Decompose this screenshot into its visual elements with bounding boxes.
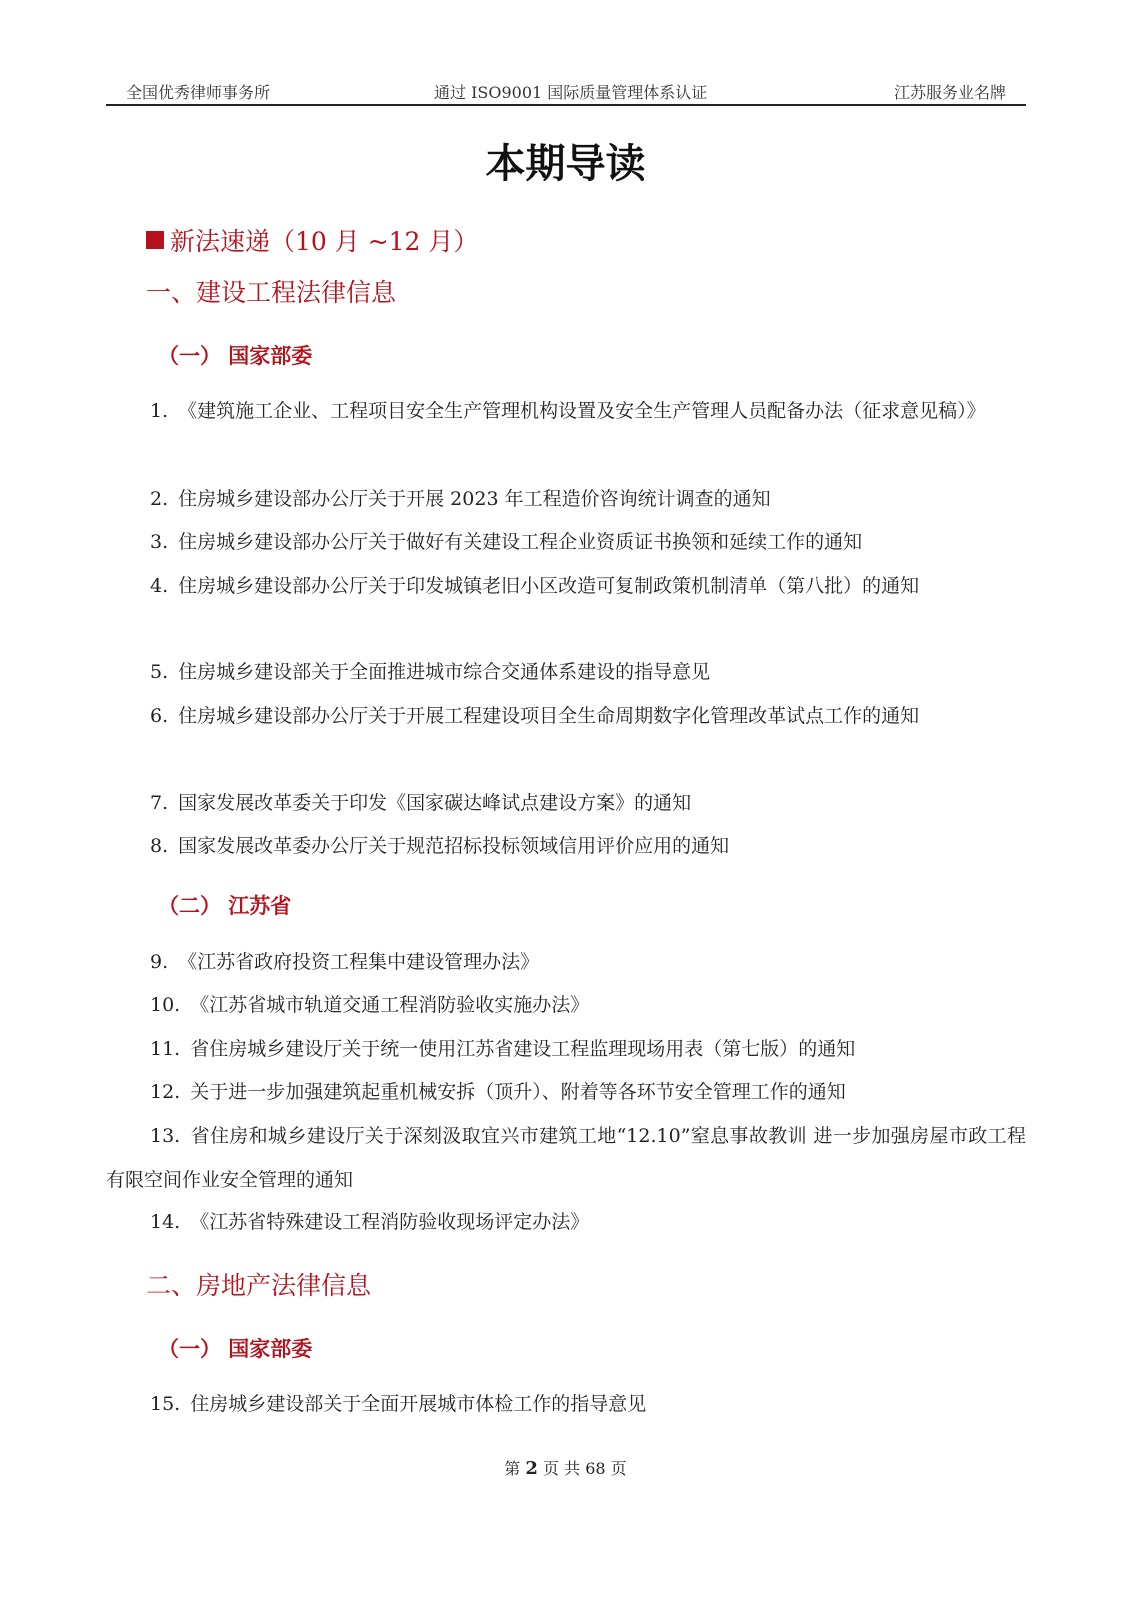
current-page-number: 2	[525, 1458, 538, 1479]
list-item: 4. 住房城乡建设部办公厅关于印发城镇老旧小区改造可复制政策机制清单（第八批）的通知	[150, 575, 920, 597]
list-item: 13. 省住房和城乡建设厅关于深刻汲取宜兴市建筑工地“12.10”窒息事故教训 进一步加强房屋市政工程有限空间作业安全管理的通知	[106, 1125, 1026, 1191]
list-item: 11. 省住房城乡建设厅关于统一使用江苏省建设工程监理现场用表（第七版）的通知	[150, 1038, 856, 1060]
part2-sub1-heading: （一） 国家部委	[158, 1336, 313, 1361]
list-item: 5. 住房城乡建设部关于全面推进城市综合交通体系建设的指导意见	[150, 661, 711, 683]
list-item: 10. 《江苏省城市轨道交通工程消防验收实施办法》	[150, 994, 590, 1016]
header-right-text: 江苏服务业名牌	[893, 83, 1006, 102]
list-item: 14. 《江苏省特殊建设工程消防验收现场评定办法》	[150, 1211, 590, 1233]
list-item: 7. 国家发展改革委关于印发《国家碳达峰试点建设方案》的通知	[150, 792, 692, 814]
list-item: 9. 《江苏省政府投资工程集中建设管理办法》	[150, 951, 540, 973]
page-header	[106, 76, 1026, 106]
list-item: 8. 国家发展改革委办公厅关于规范招标投标领域信用评价应用的通知	[150, 835, 730, 857]
page-footer: 第 2 页 共 68 页	[504, 1458, 627, 1479]
list-item: 12. 关于进一步加强建筑起重机械安拆（顶升）、附着等各环节安全管理工作的通知	[150, 1081, 846, 1103]
header-left-text: 全国优秀律师事务所	[126, 83, 271, 102]
part2-heading: 二、房地产法律信息	[146, 1271, 372, 1300]
part1-sub1-heading: （一） 国家部委	[158, 343, 313, 368]
header-center-text: 通过 ISO9001 国际质量管理体系认证	[434, 83, 708, 102]
list-item: 1. 《建筑施工企业、工程项目安全生产管理机构设置及安全生产管理人员配备办法（征求意见稿）》	[150, 400, 986, 422]
part1-sub2-heading: （二） 江苏省	[158, 893, 292, 918]
part1-heading: 一、建设工程法律信息	[146, 278, 397, 307]
list-item: 15. 住房城乡建设部关于全面开展城市体检工作的指导意见	[150, 1393, 647, 1415]
page-title: 本期导读	[485, 141, 646, 187]
list-item: 3. 住房城乡建设部办公厅关于做好有关建设工程企业资质证书换领和延续工作的通知	[150, 531, 863, 553]
total-page-count: 68	[585, 1459, 606, 1478]
list-item: 6. 住房城乡建设部办公厅关于开展工程建设项目全生命周期数字化管理改革试点工作的通知	[150, 705, 920, 727]
section-main-heading	[146, 222, 478, 258]
section-main-text: 新法速递（10 月 ~12 月）	[170, 227, 479, 256]
square-bullet-icon	[146, 231, 164, 249]
list-item: 2. 住房城乡建设部办公厅关于开展 2023 年工程造价咨询统计调查的通知	[150, 488, 771, 510]
